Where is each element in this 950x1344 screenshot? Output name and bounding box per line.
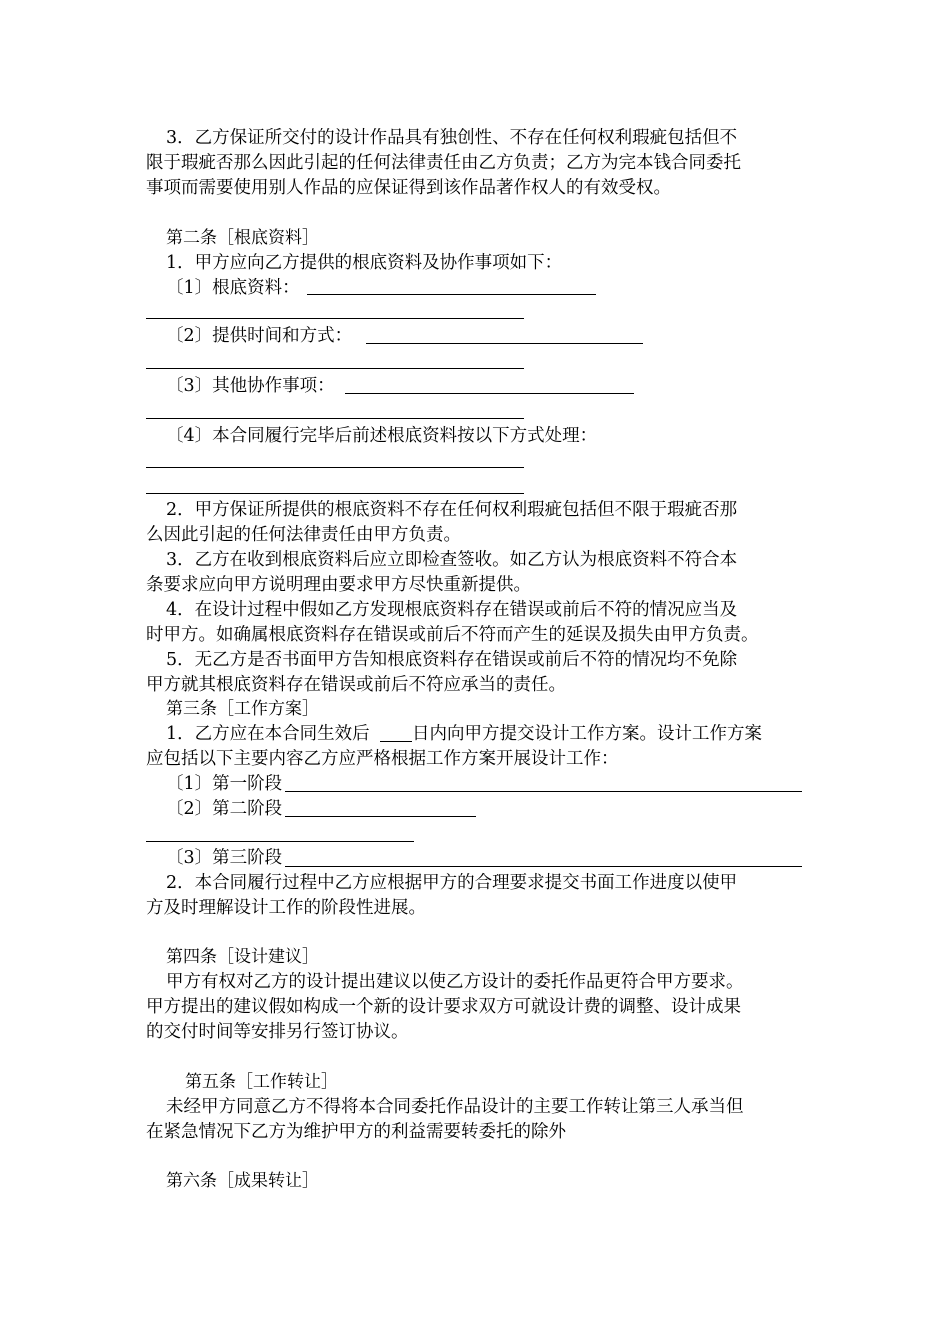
clause3-p2-line1: 2．本合同履行过程中乙方应根据甲方的合理要求提交书面工作进度以使甲 [166, 873, 738, 893]
clause2-p1: 1．甲方应向乙方提供的根底资料及协作事项如下： [166, 253, 563, 273]
clause4-heading: 第四条［设计建议］ [166, 947, 319, 967]
clause1-p3-line2: 限于瑕疵否那么因此引起的任何法律责任由乙方负责；乙方为完本钱合同委托 [146, 153, 741, 173]
clause2-p5-line1: 5．无乙方是否书面甲方告知根底资料存在错误或前后不符的情况均不免除 [166, 650, 738, 670]
clause4-body-line3: 的交付时间等安排另行签订协议。 [146, 1022, 409, 1042]
item2-fill-line [366, 343, 643, 344]
clause3-p2-line2: 方及时理解设计工作的阶段性进展。 [146, 898, 426, 918]
item3-fill-line [345, 393, 634, 394]
item1-fill-line-2 [146, 318, 524, 319]
item4-fill-line-2 [146, 493, 524, 494]
clause2-item1-label: 〔1〕根底资料： [166, 278, 300, 298]
clause1-p3-line3: 事项而需要使用别人作品的应保证得到该作品著作权人的有效受权。 [146, 178, 671, 198]
clause1-p3-line1: 3．乙方保证所交付的设计作品具有独创性、不存在任何权利瑕疵包括但不 [166, 128, 738, 148]
stage2-fill-line-2 [146, 841, 414, 842]
clause6-heading: 第六条［成果转让］ [166, 1171, 319, 1191]
item2-fill-line-2 [146, 368, 524, 369]
clause3-p1-after: 日内向甲方提交设计工作方案。设计工作方案 [412, 724, 762, 744]
item3-fill-line-2 [146, 418, 524, 419]
clause2-p4-line1: 4．在设计过程中假如乙方发现根底资料存在错误或前后不符的情况应当及 [166, 600, 738, 620]
clause3-stage1-label: 〔1〕第一阶段 [166, 774, 283, 794]
clause4-body-line1: 甲方有权对乙方的设计提出建议以使乙方设计的委托作品更符合甲方要求。 [166, 972, 744, 992]
clause5-heading: 第五条［工作转让］ [185, 1072, 338, 1092]
clause2-p3-line2: 条要求应向甲方说明理由要求甲方尽快重新提供。 [146, 575, 531, 595]
clause3-heading: 第三条［工作方案］ [166, 699, 319, 719]
stage1-fill-line [285, 791, 802, 792]
stage2-fill-line [285, 816, 476, 817]
clause3-stage2-label: 〔2〕第二阶段 [166, 799, 283, 819]
days-fill-line [380, 741, 412, 742]
stage3-fill-line [285, 866, 802, 867]
clause2-item3-label: 〔3〕其他协作事项： [166, 376, 335, 396]
clause2-item2-label: 〔2〕提供时间和方式： [166, 326, 353, 346]
clause2-p5-line2: 甲方就其根底资料存在错误或前后不符应承当的责任。 [146, 675, 566, 695]
clause2-heading: 第二条［根底资料］ [166, 228, 319, 248]
clause4-body-line2: 甲方提出的建议假如构成一个新的设计要求双方可就设计费的调整、设计成果 [146, 997, 741, 1017]
item4-fill-line [146, 467, 524, 468]
clause5-body-line2: 在紧急情况下乙方为维护甲方的利益需要转委托的除外 [146, 1122, 566, 1142]
clause3-p1-before: 1．乙方应在本合同生效后 [166, 724, 370, 744]
clause3-p1-line2: 应包括以下主要内容乙方应严格根据工作方案开展设计工作： [146, 749, 619, 769]
item1-fill-line [307, 294, 596, 295]
clause2-p4-line2: 时甲方。如确属根底资料存在错误或前后不符而产生的延误及损失由甲方负责。 [146, 625, 759, 645]
clause5-body-line1: 未经甲方同意乙方不得将本合同委托作品设计的主要工作转让第三人承当但 [166, 1097, 744, 1117]
clause2-item4-label: 〔4〕本合同履行完毕后前述根底资料按以下方式处理： [166, 426, 598, 446]
clause3-stage3-label: 〔3〕第三阶段 [166, 848, 283, 868]
clause2-p2-line2: 么因此引起的任何法律责任由甲方负责。 [146, 525, 461, 545]
clause2-p2-line1: 2．甲方保证所提供的根底资料不存在任何权利瑕疵包括但不限于瑕疵否那 [166, 500, 738, 520]
clause2-p3-line1: 3．乙方在收到根底资料后应立即检查签收。如乙方认为根底资料不符合本 [166, 550, 738, 570]
